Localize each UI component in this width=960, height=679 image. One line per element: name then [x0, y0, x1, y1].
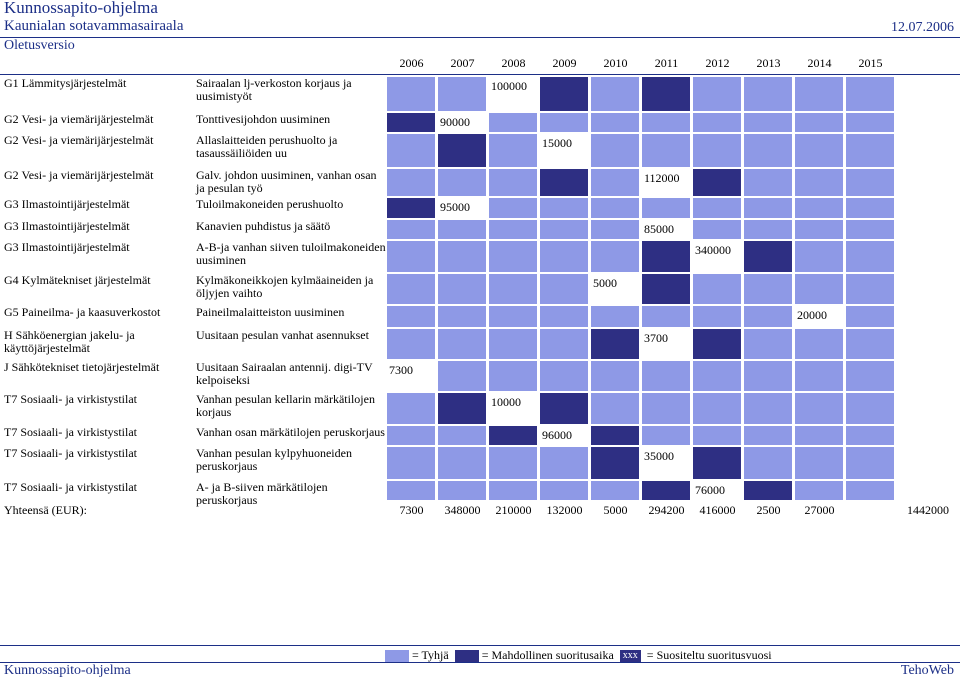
year-cell-2012: [692, 241, 742, 272]
year-cell-2006: [386, 481, 436, 500]
year-cell-2015: [845, 241, 895, 272]
legend-recommended-label: = Suositeltu suoritusvuosi: [646, 648, 772, 662]
year-cell-2012: [692, 169, 742, 196]
year-cell-2013: [743, 77, 793, 111]
year-header-2012: 2012: [705, 56, 730, 70]
row-category: J Sähkötekniset tietojärjestelmät: [4, 360, 160, 374]
year-cell-2014: [794, 447, 844, 479]
year-cell-2015: [845, 447, 895, 479]
schedule-row: [0, 198, 960, 218]
year-cell-2009: [539, 134, 589, 167]
year-cell-2009: [539, 426, 589, 445]
year-cell-2008: [488, 426, 538, 445]
year-cell-2010: [590, 426, 640, 445]
year-cell-2008: [488, 393, 538, 424]
year-cell-2012: [692, 393, 742, 424]
year-cell-2014: [794, 393, 844, 424]
row-activity: Allaslaitteiden perushuolto ja tasaussäiliöiden uu: [196, 133, 338, 160]
row-category: G2 Vesi- ja viemärijärjestelmät: [4, 112, 154, 126]
year-cell-2012: [692, 361, 742, 391]
year-cell-2010: [590, 220, 640, 239]
year-cell-2013: [743, 361, 793, 391]
year-cell-2009: [539, 77, 589, 111]
year-cell-2006: [386, 274, 436, 304]
year-cell-2008: [488, 134, 538, 167]
year-cell-2006: [386, 113, 436, 132]
row-activity: Tuloilmakoneiden perushuolto: [196, 197, 344, 211]
row-activity: Galv. johdon uusiminen, vanhan osan ja pesulan työ: [196, 168, 377, 195]
year-cell-2007: [437, 393, 487, 424]
year-cell-2015: [845, 113, 895, 132]
total-2014: 27000: [804, 503, 835, 517]
year-cell-2008: [488, 481, 538, 500]
cost-amount: 95000: [440, 200, 470, 214]
total-2013: 2500: [756, 503, 781, 517]
cost-amount: 96000: [542, 428, 572, 442]
footer-brand: TehoWeb: [900, 663, 954, 678]
year-cell-2014: [794, 220, 844, 239]
year-cell-2009: [539, 481, 589, 500]
year-cell-2006: [386, 220, 436, 239]
cost-amount: 7300: [389, 363, 413, 377]
year-cell-2014: [794, 77, 844, 111]
year-cell-2014: [794, 306, 844, 327]
subtitle: Kaunialan sotavammasairaala: [4, 18, 184, 34]
year-cell-2011: [641, 169, 691, 196]
year-cell-2009: [539, 198, 589, 218]
year-cell-2013: [743, 447, 793, 479]
schedule-row: [0, 306, 960, 327]
year-cell-2013: [743, 426, 793, 445]
schedule-row: [0, 77, 960, 111]
cost-amount: 90000: [440, 115, 470, 129]
year-cell-2009: [539, 361, 589, 391]
year-cell-2010: [590, 306, 640, 327]
legend-divider: [0, 645, 960, 646]
schedule-row: [0, 480, 960, 507]
year-cell-2013: [743, 169, 793, 196]
grand-total: 1442000: [907, 503, 949, 517]
row-category: T7 Sosiaali- ja virkistystilat: [4, 446, 137, 460]
year-cell-2012: [692, 306, 742, 327]
year-cell-2006: [386, 134, 436, 167]
cost-amount: 15000: [542, 136, 572, 150]
year-cell-2008: [488, 329, 538, 359]
year-cell-2007: [437, 169, 487, 196]
header-divider: [0, 37, 960, 38]
year-cell-2006: [386, 447, 436, 479]
year-cell-2014: [794, 426, 844, 445]
year-cell-2014: [794, 361, 844, 391]
year-cell-2006: [386, 426, 436, 445]
year-cell-2010: [590, 77, 640, 111]
year-cell-2014: [794, 113, 844, 132]
row-activity: Kanavien puhdistus ja säätö: [196, 219, 331, 233]
year-cell-2007: [437, 481, 487, 500]
year-cell-2013: [743, 274, 793, 304]
cost-amount: 112000: [644, 171, 680, 185]
row-category: G3 Ilmastointijärjestelmät: [4, 240, 130, 254]
row-activity: Uusitaan pesulan vanhat asennukset: [196, 328, 369, 342]
row-activity: Kylmäkoneikkojen kylmäaineiden ja öljyjen vaihto: [196, 273, 374, 300]
total-2010: 5000: [603, 503, 628, 517]
year-cell-2006: [386, 198, 436, 218]
schedule-row: [0, 393, 960, 424]
year-cell-2008: [488, 220, 538, 239]
cost-amount: 5000: [593, 276, 617, 290]
year-cell-2009: [539, 393, 589, 424]
year-cell-2014: [794, 198, 844, 218]
schedule-row: [0, 241, 960, 272]
cost-amount: 35000: [644, 449, 674, 463]
year-cell-2010: [590, 329, 640, 359]
legend-empty-swatch: [385, 650, 409, 662]
year-cell-2006: [386, 77, 436, 111]
year-cell-2013: [743, 306, 793, 327]
cost-amount: 340000: [695, 243, 731, 257]
year-cell-2015: [845, 134, 895, 167]
year-cell-2014: [794, 241, 844, 272]
legend-empty-label: = Tyhjä: [412, 648, 449, 662]
year-cell-2012: [692, 77, 742, 111]
year-cell-2014: [794, 274, 844, 304]
row-activity: Vanhan pesulan kellarin märkätilojen korjaus: [196, 392, 375, 419]
cost-amount: 3700: [644, 331, 668, 345]
year-cell-2013: [743, 220, 793, 239]
footer-app-name: Kunnossapito-ohjelma: [4, 663, 131, 678]
year-cell-2015: [845, 329, 895, 359]
year-header-2006: 2006: [399, 56, 424, 70]
year-cell-2011: [641, 77, 691, 111]
year-cell-2011: [641, 113, 691, 132]
schedule-row: [0, 274, 960, 304]
year-cell-2007: [437, 77, 487, 111]
year-cell-2014: [794, 134, 844, 167]
year-cell-2014: [794, 169, 844, 196]
year-cell-2012: [692, 447, 742, 479]
year-cell-2012: [692, 481, 742, 500]
year-cell-2009: [539, 329, 589, 359]
year-cell-2007: [437, 306, 487, 327]
year-cell-2010: [590, 481, 640, 500]
year-cell-2013: [743, 198, 793, 218]
year-cell-2007: [437, 329, 487, 359]
schedule-row: [0, 426, 960, 445]
year-cell-2011: [641, 241, 691, 272]
schedule-row: [0, 361, 960, 391]
schedule-row: [0, 329, 960, 359]
year-cell-2011: [641, 426, 691, 445]
year-header-2015: 2015: [858, 56, 883, 70]
year-cell-2010: [590, 274, 640, 304]
year-cell-2013: [743, 113, 793, 132]
year-cell-2010: [590, 134, 640, 167]
total-2009: 132000: [546, 503, 583, 517]
year-cell-2008: [488, 361, 538, 391]
cost-amount: 20000: [797, 308, 827, 322]
year-cell-2006: [386, 361, 436, 391]
schedule-row: [0, 169, 960, 196]
year-cell-2008: [488, 274, 538, 304]
total-2012: 416000: [699, 503, 736, 517]
year-cell-2008: [488, 169, 538, 196]
year-cell-2015: [845, 169, 895, 196]
year-header-2014: 2014: [807, 56, 832, 70]
year-header-2010: 2010: [603, 56, 628, 70]
year-cell-2006: [386, 241, 436, 272]
year-cell-2015: [845, 198, 895, 218]
schedule-row: [0, 220, 960, 239]
year-header-2011: 2011: [654, 56, 679, 70]
row-activity: A- ja B-siiven märkätilojen peruskorjaus: [196, 480, 328, 507]
year-cell-2015: [845, 77, 895, 111]
row-category: G2 Vesi- ja viemärijärjestelmät: [4, 133, 154, 147]
year-cell-2006: [386, 169, 436, 196]
legend-possible-label: = Mahdollinen suoritusaika: [481, 648, 614, 662]
year-cell-2011: [641, 306, 691, 327]
row-category: T7 Sosiaali- ja virkistystilat: [4, 480, 137, 494]
row-category: T7 Sosiaali- ja virkistystilat: [4, 425, 137, 439]
row-category: G4 Kylmätekniset järjestelmät: [4, 273, 151, 287]
year-cell-2011: [641, 220, 691, 239]
year-cell-2015: [845, 481, 895, 500]
year-cell-2010: [590, 241, 640, 272]
year-cell-2009: [539, 169, 589, 196]
row-activity: A-B-ja vanhan siiven tuloilmakoneiden uusiminen: [196, 240, 386, 267]
year-cell-2009: [539, 241, 589, 272]
row-activity: Vanhan osan märkätilojen peruskorjaus: [196, 425, 385, 439]
report-date: 12.07.2006: [891, 20, 954, 35]
year-cell-2006: [386, 329, 436, 359]
year-cell-2010: [590, 198, 640, 218]
schedule-row: [0, 447, 960, 479]
year-cell-2008: [488, 198, 538, 218]
year-cell-2014: [794, 481, 844, 500]
legend: [385, 648, 772, 663]
row-activity: Vanhan pesulan kylpyhuoneiden peruskorjaus: [196, 446, 352, 473]
year-cell-2015: [845, 361, 895, 391]
cost-amount: 100000: [491, 79, 527, 93]
cost-amount: 76000: [695, 483, 725, 497]
year-cell-2008: [488, 447, 538, 479]
year-cell-2010: [590, 447, 640, 479]
year-cell-2015: [845, 274, 895, 304]
year-cell-2009: [539, 113, 589, 132]
row-activity: Sairaalan lj-verkoston korjaus ja uusimistyöt: [196, 76, 352, 103]
row-category: G1 Lämmitysjärjestelmät: [4, 76, 127, 90]
cost-amount: 10000: [491, 395, 521, 409]
year-cell-2009: [539, 220, 589, 239]
year-cell-2007: [437, 113, 487, 132]
year-cell-2009: [539, 447, 589, 479]
year-cell-2012: [692, 220, 742, 239]
version-label: Oletusversio: [4, 38, 75, 53]
year-cell-2015: [845, 306, 895, 327]
year-cell-2012: [692, 274, 742, 304]
app-title: Kunnossapito-ohjelma: [4, 0, 158, 17]
cost-amount: 85000: [644, 222, 674, 236]
year-cell-2007: [437, 241, 487, 272]
year-cell-2011: [641, 329, 691, 359]
year-cell-2013: [743, 241, 793, 272]
year-header-2007: 2007: [450, 56, 475, 70]
row-category: G3 Ilmastointijärjestelmät: [4, 197, 130, 211]
year-cell-2015: [845, 393, 895, 424]
year-cell-2012: [692, 113, 742, 132]
year-cell-2012: [692, 329, 742, 359]
totals-label: Yhteensä (EUR):: [4, 503, 87, 517]
row-category: H Sähköenergian jakelu- ja käyttöjärjestelmät: [4, 328, 135, 355]
row-category: G3 Ilmastointijärjestelmät: [4, 219, 130, 233]
year-header-2009: 2009: [552, 56, 577, 70]
year-cell-2010: [590, 361, 640, 391]
legend-possible-swatch: [455, 650, 479, 662]
row-category: G2 Vesi- ja viemärijärjestelmät: [4, 168, 154, 182]
year-cell-2013: [743, 481, 793, 500]
year-cell-2013: [743, 329, 793, 359]
year-cell-2010: [590, 393, 640, 424]
year-cell-2006: [386, 393, 436, 424]
year-cell-2008: [488, 241, 538, 272]
year-cell-2013: [743, 134, 793, 167]
year-cell-2011: [641, 134, 691, 167]
year-cell-2010: [590, 169, 640, 196]
year-divider: [0, 74, 960, 75]
year-cell-2011: [641, 198, 691, 218]
year-cell-2008: [488, 113, 538, 132]
total-2007: 348000: [444, 503, 481, 517]
year-cell-2011: [641, 274, 691, 304]
year-cell-2011: [641, 361, 691, 391]
year-cell-2015: [845, 426, 895, 445]
year-cell-2007: [437, 134, 487, 167]
schedule-row: [0, 113, 960, 132]
total-2006: 7300: [399, 503, 424, 517]
year-cell-2007: [437, 198, 487, 218]
year-cell-2013: [743, 393, 793, 424]
year-cell-2007: [437, 220, 487, 239]
row-category: T7 Sosiaali- ja virkistystilat: [4, 392, 137, 406]
year-cell-2007: [437, 361, 487, 391]
footer-divider: [0, 662, 960, 663]
year-cell-2009: [539, 274, 589, 304]
schedule-row: [0, 134, 960, 167]
total-2008: 210000: [495, 503, 532, 517]
year-cell-2012: [692, 426, 742, 445]
year-cell-2012: [692, 198, 742, 218]
total-2011: 294200: [648, 503, 685, 517]
year-cell-2014: [794, 329, 844, 359]
year-cell-2011: [641, 393, 691, 424]
row-activity: Paineilmalaitteiston uusiminen: [196, 305, 345, 319]
year-cell-2011: [641, 481, 691, 500]
year-cell-2006: [386, 306, 436, 327]
year-cell-2009: [539, 306, 589, 327]
year-cell-2012: [692, 134, 742, 167]
year-header-2013: 2013: [756, 56, 781, 70]
row-activity: Tonttivesijohdon uusiminen: [196, 112, 331, 126]
legend-recommended-swatch: xxx: [620, 650, 641, 662]
year-cell-2007: [437, 274, 487, 304]
year-cell-2011: [641, 447, 691, 479]
year-cell-2008: [488, 77, 538, 111]
year-header-2008: 2008: [501, 56, 526, 70]
year-cell-2015: [845, 220, 895, 239]
year-cell-2007: [437, 447, 487, 479]
year-cell-2008: [488, 306, 538, 327]
row-activity: Uusitaan Sairaalan antennij. digi-TV kelpoiseksi: [196, 360, 373, 387]
year-cell-2007: [437, 426, 487, 445]
year-header: [0, 56, 960, 72]
row-category: G5 Paineilma- ja kaasuverkostot: [4, 305, 161, 319]
year-cell-2010: [590, 113, 640, 132]
